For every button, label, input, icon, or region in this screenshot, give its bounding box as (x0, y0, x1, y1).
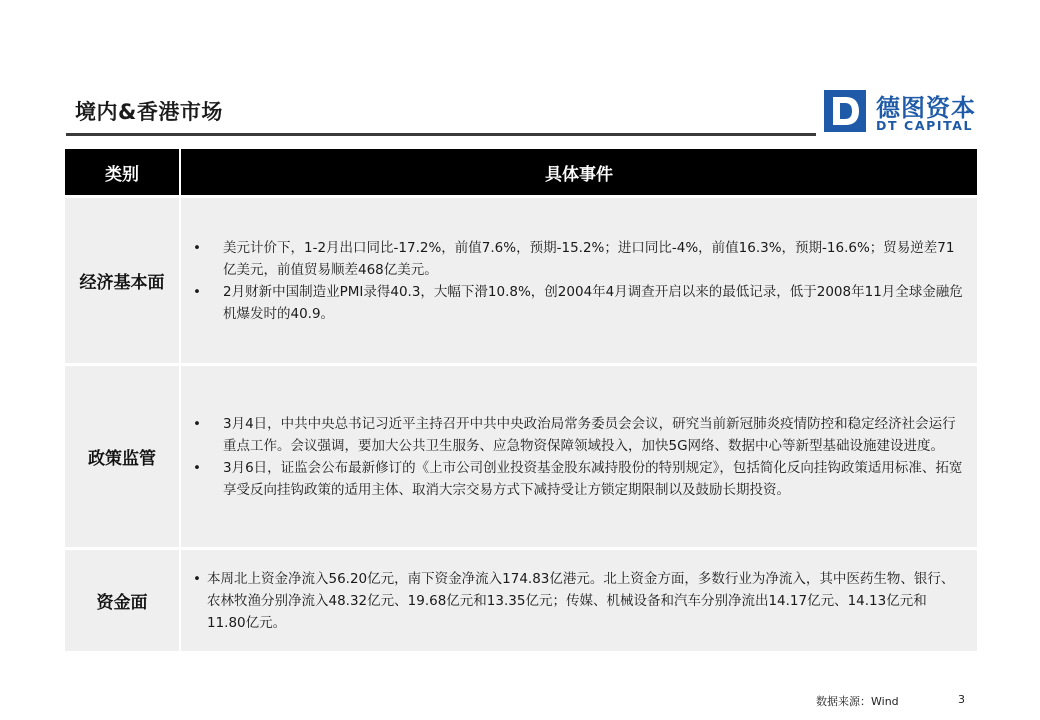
table-header (65, 149, 977, 195)
logo-chinese-name: 德图资本 (876, 94, 976, 122)
page-title: 境内&香港市场 (75, 100, 223, 124)
list-item (191, 457, 963, 501)
list-item (191, 568, 963, 634)
list-item (191, 237, 963, 281)
header-events: 具体事件 (545, 164, 613, 185)
bullet-icon: • (193, 283, 201, 300)
page-number: 3 (958, 693, 965, 706)
events-cell (181, 198, 977, 363)
table-row-capital-flow (65, 547, 977, 651)
bullet-icon: • (193, 239, 201, 256)
company-logo (824, 90, 984, 134)
logo-english-name: DT CAPITAL (876, 118, 974, 133)
list-item (191, 281, 963, 325)
dt-logo-icon (824, 90, 866, 132)
table-row-economy (65, 195, 977, 363)
table-row-policy (65, 363, 977, 547)
event-text: 3月6日，证监会公布最新修订的《上市公司创业投资基金股东减持股份的特别规定》，包括简化反向挂钩政策适用标准、拓宽享受反向挂钩政策的适用主体、取消大宗交易方式下减持受让方锁定期限制以及鼓励长期投资。 (223, 459, 963, 498)
data-source: 数据来源：Wind (816, 695, 899, 708)
category-cell: 经济基本面 (65, 198, 181, 363)
events-table (65, 149, 977, 651)
events-cell (181, 366, 977, 547)
list-item (191, 413, 963, 457)
header-category: 类别 (65, 149, 181, 195)
title-underline (66, 133, 816, 136)
event-text: 3月4日，中共中央总书记习近平主持召开中共中央政治局常务委员会会议，研究当前新冠肺炎疫情防控和稳定经济社会运行重点工作。会议强调，要加大公共卫生服务、应急物资保障领域投入，加快5G网络、数据中心等新型基础设施建设进度。 (223, 415, 956, 454)
event-text: 2月财新中国制造业PMI录得40.3，大幅下滑10.8%，创2004年4月调查开启以来的最低记录，低于2008年11月全球金融危机爆发时的40.9。 (223, 283, 963, 322)
event-text: 美元计价下，1-2月出口同比-17.2%，前值7.6%，预期-15.2%；进口同比-4%，前值16.3%，预期-16.6%；贸易逆差71亿美元，前值贸易顺差468亿美元。 (223, 239, 955, 278)
category-cell: 资金面 (65, 550, 181, 651)
bullet-icon: • (193, 459, 201, 476)
bullet-icon: • (193, 570, 201, 587)
category-cell: 政策监管 (65, 366, 181, 547)
event-text: 本周北上资金净流入56.20亿元，南下资金净流入174.83亿港元。北上资金方面，多数行业为净流入，其中医药生物、银行、农林牧渔分别净流入48.32亿元、19.68亿元和13.35亿元；传媒、机械设备和汽车分别净流出14.17亿元、14.13亿元和11.80亿元。 (207, 570, 955, 631)
events-cell (181, 550, 977, 651)
bullet-icon: • (193, 415, 201, 432)
